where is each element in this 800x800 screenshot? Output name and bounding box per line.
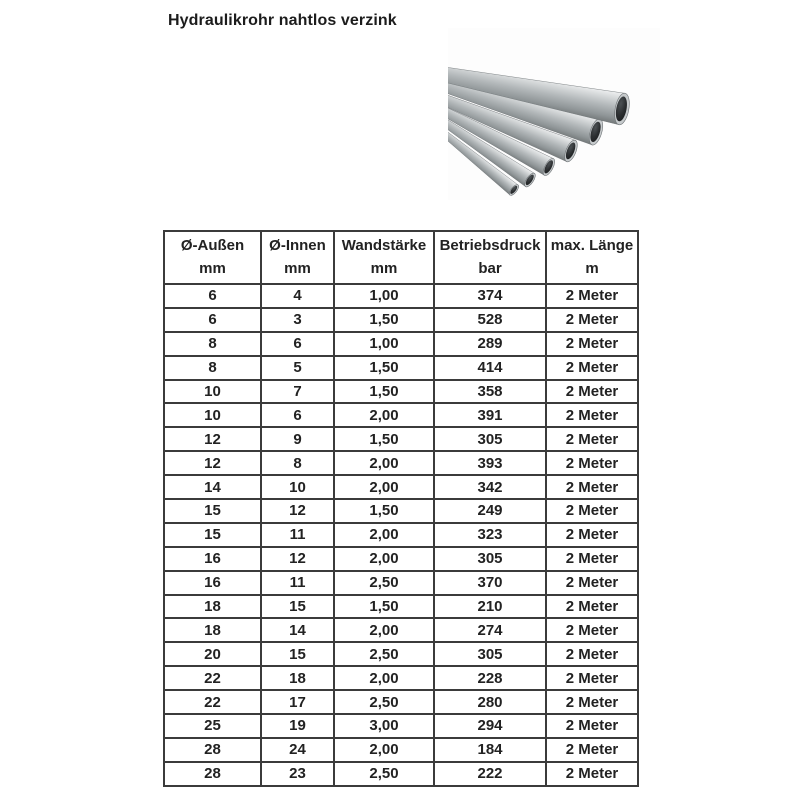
table-cell: 249: [434, 499, 546, 523]
table-row: [164, 547, 638, 571]
table-cell: 2 Meter: [546, 427, 638, 451]
table-cell: 8: [164, 356, 261, 380]
table-cell: 342: [434, 475, 546, 499]
table-cell: 2 Meter: [546, 547, 638, 571]
table-cell: 18: [164, 618, 261, 642]
table-cell: 2 Meter: [546, 403, 638, 427]
table-cell: 2 Meter: [546, 499, 638, 523]
table-cell: 15: [261, 595, 334, 619]
table-cell: 16: [164, 571, 261, 595]
table-row: [164, 499, 638, 523]
table-body: [164, 284, 638, 786]
table-cell: 1,50: [334, 499, 434, 523]
table-cell: 1,00: [334, 332, 434, 356]
table-cell: 2,00: [334, 666, 434, 690]
column-header-5: [546, 231, 638, 284]
table-cell: 374: [434, 284, 546, 308]
table-row: [164, 332, 638, 356]
table-cell: 2,50: [334, 571, 434, 595]
table-cell: 2 Meter: [546, 642, 638, 666]
table-cell: 2,00: [334, 618, 434, 642]
steel-tubes-illustration: [448, 28, 660, 200]
table-cell: 11: [261, 571, 334, 595]
table-row: [164, 618, 638, 642]
page-title: Hydraulikrohr nahtlos verzink: [168, 12, 397, 29]
table-cell: 15: [164, 523, 261, 547]
table-cell: 14: [261, 618, 334, 642]
table-cell: 2 Meter: [546, 380, 638, 404]
table-cell: 23: [261, 762, 334, 786]
table-cell: 2 Meter: [546, 475, 638, 499]
table-cell: 20: [164, 642, 261, 666]
table-row: [164, 284, 638, 308]
table-cell: 2 Meter: [546, 762, 638, 786]
table-cell: 391: [434, 403, 546, 427]
table-cell: 2 Meter: [546, 284, 638, 308]
table-cell: 28: [164, 762, 261, 786]
table-cell: 18: [164, 595, 261, 619]
table-cell: 2,50: [334, 762, 434, 786]
table-cell: 8: [261, 451, 334, 475]
table-cell: 2 Meter: [546, 714, 638, 738]
table-row: [164, 666, 638, 690]
table-cell: 22: [164, 690, 261, 714]
table-cell: 2 Meter: [546, 618, 638, 642]
table-cell: 528: [434, 308, 546, 332]
table-cell: 294: [434, 714, 546, 738]
table-cell: 10: [164, 403, 261, 427]
table-cell: 2 Meter: [546, 595, 638, 619]
table-cell: 12: [164, 451, 261, 475]
table-cell: 1,50: [334, 380, 434, 404]
column-unit: mm: [284, 259, 311, 277]
table-cell: 6: [261, 403, 334, 427]
table-cell: 28: [164, 738, 261, 762]
table-cell: 18: [261, 666, 334, 690]
table-cell: 2 Meter: [546, 690, 638, 714]
table-cell: 2 Meter: [546, 571, 638, 595]
table-cell: 12: [261, 499, 334, 523]
column-unit: bar: [478, 259, 502, 277]
column-unit: mm: [370, 259, 398, 277]
table-cell: 16: [164, 547, 261, 571]
table-cell: 11: [261, 523, 334, 547]
table-cell: 6: [164, 308, 261, 332]
table-row: [164, 451, 638, 475]
table-cell: 6: [261, 332, 334, 356]
table-cell: 2,00: [334, 475, 434, 499]
table-cell: 1,50: [334, 427, 434, 451]
table-cell: 2 Meter: [546, 523, 638, 547]
column-label: Wandstärke: [341, 237, 427, 254]
table-cell: 2 Meter: [546, 666, 638, 690]
table-cell: 2,00: [334, 403, 434, 427]
table-cell: 274: [434, 618, 546, 642]
column-label: Ø-Innen: [269, 237, 326, 254]
table-cell: 7: [261, 380, 334, 404]
table-cell: 280: [434, 690, 546, 714]
table-row: [164, 403, 638, 427]
table-row: [164, 475, 638, 499]
table-cell: 2 Meter: [546, 451, 638, 475]
table-cell: 289: [434, 332, 546, 356]
table-cell: 24: [261, 738, 334, 762]
table-cell: 25: [164, 714, 261, 738]
table-cell: 2,00: [334, 738, 434, 762]
table-cell: 4: [261, 284, 334, 308]
table-row: [164, 380, 638, 404]
table-cell: 222: [434, 762, 546, 786]
table-cell: 2 Meter: [546, 308, 638, 332]
table-cell: 10: [164, 380, 261, 404]
table-cell: 3,00: [334, 714, 434, 738]
table-row: [164, 595, 638, 619]
table-cell: 228: [434, 666, 546, 690]
table-row: [164, 571, 638, 595]
table-cell: 6: [164, 284, 261, 308]
column-header-2: [261, 231, 334, 284]
table-cell: 2,00: [334, 523, 434, 547]
table-cell: 323: [434, 523, 546, 547]
table-cell: 2,00: [334, 547, 434, 571]
steel-tubes-photo: [448, 28, 660, 200]
column-header-4: [434, 231, 546, 284]
column-unit: mm: [199, 259, 226, 277]
table-cell: 358: [434, 380, 546, 404]
table-row: [164, 356, 638, 380]
table-cell: 10: [261, 475, 334, 499]
table-cell: 305: [434, 547, 546, 571]
column-header-1: [164, 231, 261, 284]
table-cell: 210: [434, 595, 546, 619]
table-cell: 2,50: [334, 642, 434, 666]
table-cell: 15: [164, 499, 261, 523]
table-row: [164, 738, 638, 762]
column-label: Ø-Außen: [180, 237, 245, 254]
table-cell: 1,50: [334, 356, 434, 380]
table-cell: 305: [434, 427, 546, 451]
table-cell: 305: [434, 642, 546, 666]
table-cell: 2 Meter: [546, 332, 638, 356]
table-row: [164, 427, 638, 451]
table-row: [164, 690, 638, 714]
table-row: [164, 523, 638, 547]
table-cell: 15: [261, 642, 334, 666]
table-cell: 393: [434, 451, 546, 475]
table-cell: 2,50: [334, 690, 434, 714]
table-cell: 1,50: [334, 595, 434, 619]
tube-spec-table: [163, 230, 639, 787]
table-cell: 22: [164, 666, 261, 690]
table-row: [164, 308, 638, 332]
table-cell: 370: [434, 571, 546, 595]
table-cell: 12: [261, 547, 334, 571]
table-header-row: [164, 231, 638, 284]
column-label: Betriebsdruck: [439, 237, 541, 254]
table-cell: 17: [261, 690, 334, 714]
table-header: [164, 231, 638, 284]
table-row: [164, 762, 638, 786]
table-cell: 5: [261, 356, 334, 380]
table-cell: 1,50: [334, 308, 434, 332]
table-cell: 14: [164, 475, 261, 499]
column-header-3: [334, 231, 434, 284]
column-unit: m: [585, 259, 599, 277]
table-cell: 2 Meter: [546, 738, 638, 762]
table-cell: 9: [261, 427, 334, 451]
column-label: max. Länge: [550, 237, 634, 254]
table-cell: 184: [434, 738, 546, 762]
table-cell: 3: [261, 308, 334, 332]
table-row: [164, 642, 638, 666]
table-cell: 2,00: [334, 451, 434, 475]
table-cell: 1,00: [334, 284, 434, 308]
table-cell: 8: [164, 332, 261, 356]
table-cell: 12: [164, 427, 261, 451]
table-cell: 19: [261, 714, 334, 738]
table-cell: 414: [434, 356, 546, 380]
table-row: [164, 714, 638, 738]
table-cell: 2 Meter: [546, 356, 638, 380]
